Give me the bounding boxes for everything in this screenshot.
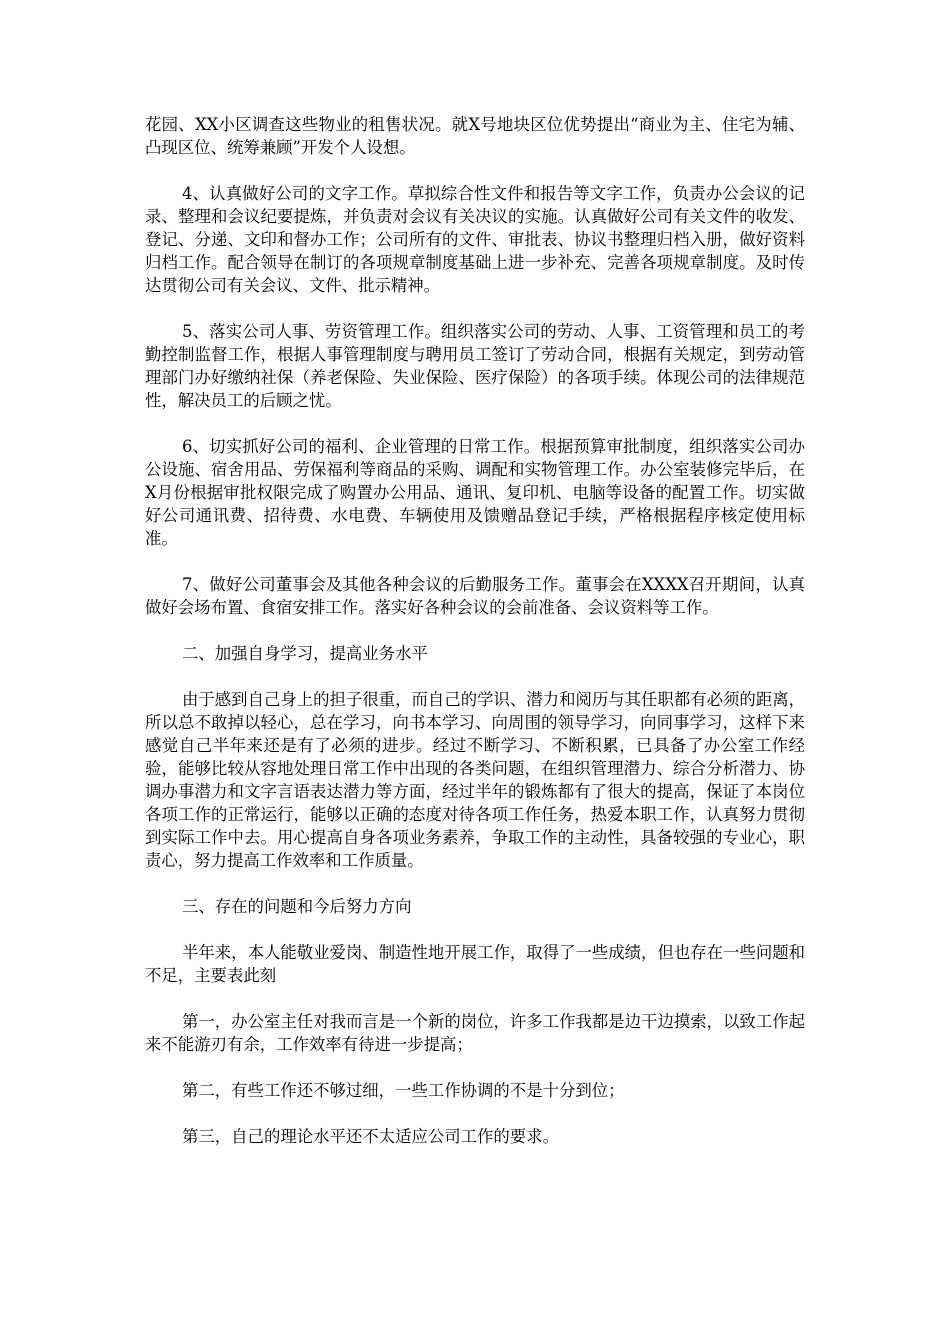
paragraph-item-6-welfare-work: 6、切实抓好公司的福利、企业管理的日常工作。根据预算审批制度，组织落实公司办公设施、宿舍用品、劳保福利等商品的采购、调配和实物管理工作。办公室装修完毕后，在X月份根据审批权限完成了购置办公用品、通讯、复印机、电脑等设备的配置工作。切实做好公司通讯费、招待费、水电费、车辆使用及馈赠品登记手续，严格根据程序核定使用标准。 — [145, 437, 805, 548]
paragraph-problem-second: 第二，有些工作还不够过细，一些工作协调的不是十分到位； — [182, 1081, 625, 1100]
paragraph-self-study: 由于感到自己身上的担子很重，而自己的学识、潜力和阅历与其任职都有必须的距离，所以总不敢掉以轻心，总在学习，向书本学习、向周围的领导学习，向同事学习，这样下来感觉自己半年来还是有了必须的进步。经过不断学习、不断积累，已具备了办公室工作经验，能够比较从容地处理日常工作中出现的各类问题，在组织管理潜力、综合分析潜力、协调办事潜力和文字言语表达潜力等方面，经过半年的锻炼都有了很大的提高，保证了本岗位各项工作的正常运行，能够以正确的态度对待各项工作任务，热爱本职工作，认真努力贯彻到实际工作中去。用心提高自身各项业务素养，争取工作的主动性，具备较强的专业心，职责心，努力提高工作效率和工作质量。 — [145, 690, 805, 870]
document-page — [145, 113, 805, 1171]
paragraph-problem-first: 第一，办公室主任对我而言是一个新的岗位，许多工作我都是边干边摸索，以致工作起来不能游刃有余，工作效率有待进一步提高； — [145, 1012, 805, 1054]
paragraph-property-survey: 花园、XX小区调查这些物业的租售状况。就X号地块区位优势提出“商业为主、住宅为辅、凸现区位、统筹兼顾”开发个人设想。 — [145, 115, 805, 157]
paragraph-problems-intro: 半年来，本人能敬业爱岗、制造性地开展工作，取得了一些成绩，但也存在一些问题和不足，主要表此刻 — [145, 943, 805, 985]
paragraph-item-7-meeting-service: 7、做好公司董事会及其他各种会议的后勤服务工作。董事会在XXXX召开期间，认真做好会场布置、食宿安排工作。落实好各种会议的会前准备、会议资料等工作。 — [145, 575, 805, 617]
paragraph-item-4-writing-work: 4、认真做好公司的文字工作。草拟综合性文件和报告等文字工作，负责办公会议的记录、整理和会议纪要提炼，并负责对会议有关决议的实施。认真做好公司有关文件的收发、登记、分递、文印和督办工作；公司所有的文件、审批表、协议书整理归档入册，做好资料归档工作。配合领导在制订的各项规章制度基础上进一步补充、完善各项规章制度。及时传达贯彻公司有关会议、文件、批示精神。 — [145, 184, 805, 295]
section-heading-problems: 三、存在的问题和今后努力方向 — [182, 897, 412, 916]
paragraph-item-5-personnel-work: 5、落实公司人事、劳资管理工作。组织落实公司的劳动、人事、工资管理和员工的考勤控制监督工作，根据人事管理制度与聘用员工签订了劳动合同，根据有关规定，到劳动管理部门办好缴纳社保（养老保险、失业保险、医疗保险）的各项手续。体现公司的法律规范性，解决员工的后顾之忧。 — [145, 322, 805, 410]
section-heading-self-study: 二、加强自身学习，提高业务水平 — [182, 644, 428, 663]
paragraph-problem-third: 第三，自己的理论水平还不太适应公司工作的要求。 — [182, 1127, 559, 1146]
